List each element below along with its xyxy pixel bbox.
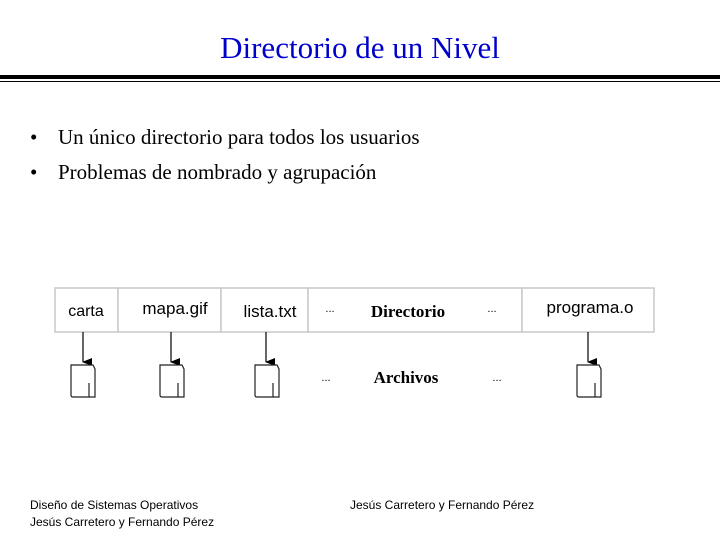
footer-left [30, 497, 214, 531]
slide-title: Directorio de un Nivel [220, 30, 500, 65]
footer-course: Diseño de Sistemas Operativos [30, 498, 199, 512]
footer-authors: Jesús Carretero y Fernando Pérez [30, 515, 215, 529]
bullet-text: Un único directorio para todos los usuarios [58, 125, 420, 149]
bullet-text: Problemas de nombrado y agrupación [58, 160, 377, 184]
dir-ellipsis-left: ... [325, 303, 335, 315]
files-label: Archivos [373, 368, 439, 387]
file-icon [160, 365, 184, 397]
file-name-lista: lista.txt [243, 302, 297, 321]
dir-ellipsis-right: ... [487, 303, 497, 315]
files-ellipsis-right: ... [492, 372, 502, 384]
files-ellipsis-left: ... [321, 372, 331, 384]
file-icon [255, 365, 279, 397]
bullet-marker: • [30, 160, 38, 184]
file-icon [71, 365, 95, 397]
file-name-programa: programa.o [546, 298, 634, 317]
file-icon [577, 365, 601, 397]
file-name-mapa: mapa.gif [142, 299, 208, 318]
file-name-carta: carta [68, 303, 104, 320]
footer-right: Jesús Carretero y Fernando Pérez [350, 498, 535, 512]
bullet-marker: • [30, 125, 38, 149]
directory-label: Directorio [370, 302, 446, 321]
